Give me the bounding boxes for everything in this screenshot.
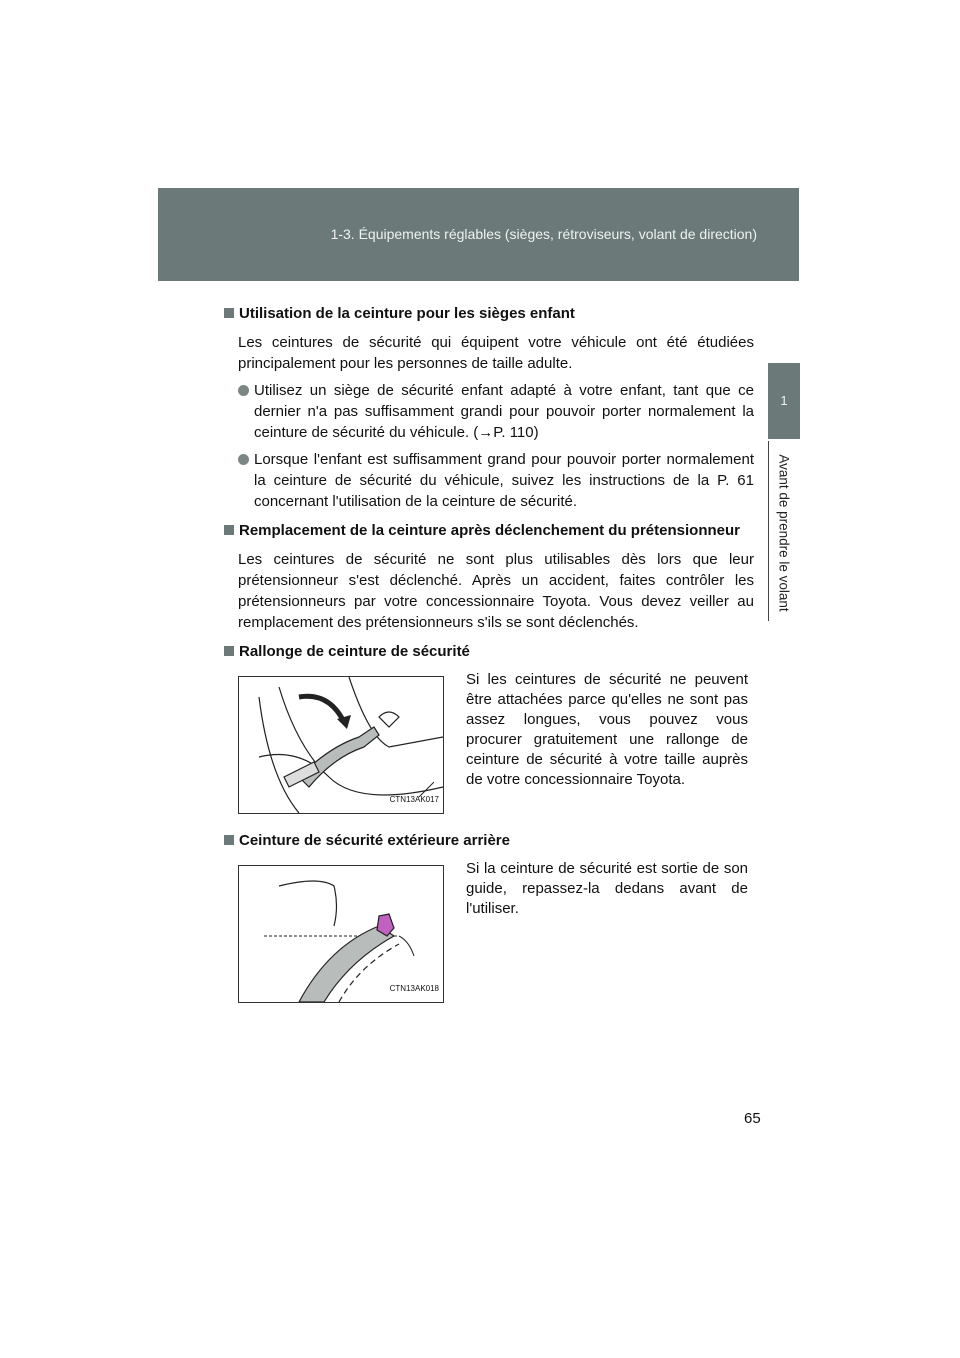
square-bullet-icon <box>224 525 234 535</box>
heading-text: Utilisation de la ceinture pour les sièges enfant <box>239 305 575 322</box>
side-divider <box>768 441 769 621</box>
square-bullet-icon <box>224 835 234 845</box>
paragraph: Les ceintures de sécurité ne sont plus utilisables dès lors que leur prétensionneur s'est déclenché. Après un accident, faites contrôler les prétensionneurs par votre concessionnaire Toyota. Vous devez veiller au remplacement des prétensionneurs s'ils se sont déclenchés. <box>238 551 754 631</box>
heading-pretensioner <box>224 520 754 541</box>
figure-code: CTN13AK017 <box>389 795 439 804</box>
heading-belt-extender <box>224 641 754 662</box>
heading-child-seat-belt <box>224 303 754 324</box>
list-item-text: Utilisez un siège de sécurité enfant adapté à votre enfant, tant que ce dernier n'a pas suffisamment grandi pour pouvoir porter normalement la ceinture de sécurité du véhicule. (→P. 110) <box>254 382 754 441</box>
figure-row <box>224 859 754 1019</box>
list-item-text: Lorsque l'enfant est suffisamment grand pour pouvoir porter normalement la ceinture de sécurité du véhicule, suivez les instructions de la P. 61 concernant l'utilisation de la ceinture de sécurité. <box>254 451 754 510</box>
chapter-number: 1 <box>780 393 788 408</box>
square-bullet-icon <box>224 308 234 318</box>
heading-text: Ceinture de sécurité extérieure arrière <box>239 832 510 849</box>
section-title: 1-3. Équipements réglables (sièges, rétroviseurs, volant de direction) <box>330 226 757 242</box>
figure-caption: Si les ceintures de sécurité ne peuvent être attachées parce qu'elles ne sont pas assez longues, vous pouvez vous procurer gratuitement une rallonge de ceinture de sécurité à votre taille auprès de votre concessionnaire Toyota. <box>466 671 748 788</box>
square-bullet-icon <box>224 646 234 656</box>
chapter-header-band <box>158 188 799 281</box>
figure-row <box>224 670 754 830</box>
paragraph: Les ceintures de sécurité qui équipent votre véhicule ont été étudiées principalement pour les personnes de taille adulte. <box>238 334 754 372</box>
heading-text: Remplacement de la ceinture après déclenchement du prétensionneur <box>239 522 740 539</box>
chapter-title: Avant de prendre le volant <box>776 454 792 612</box>
seat-belt-extender-illustration <box>238 676 444 814</box>
round-bullet-icon <box>238 385 249 396</box>
list-item <box>238 449 754 512</box>
heading-text: Rallonge de ceinture de sécurité <box>239 643 470 660</box>
list-item <box>238 380 754 443</box>
figure-caption: Si la ceinture de sécurité est sortie de son guide, repassez-la dedans avant de l'utiliser. <box>466 860 748 917</box>
page-number: 65 <box>744 1110 761 1127</box>
page-content <box>224 303 754 1019</box>
round-bullet-icon <box>238 454 249 465</box>
heading-rear-outer-belt <box>224 830 754 851</box>
figure-code: CTN13AK018 <box>389 984 439 993</box>
rear-belt-guide-illustration <box>238 865 444 1003</box>
chapter-tab <box>768 363 800 439</box>
